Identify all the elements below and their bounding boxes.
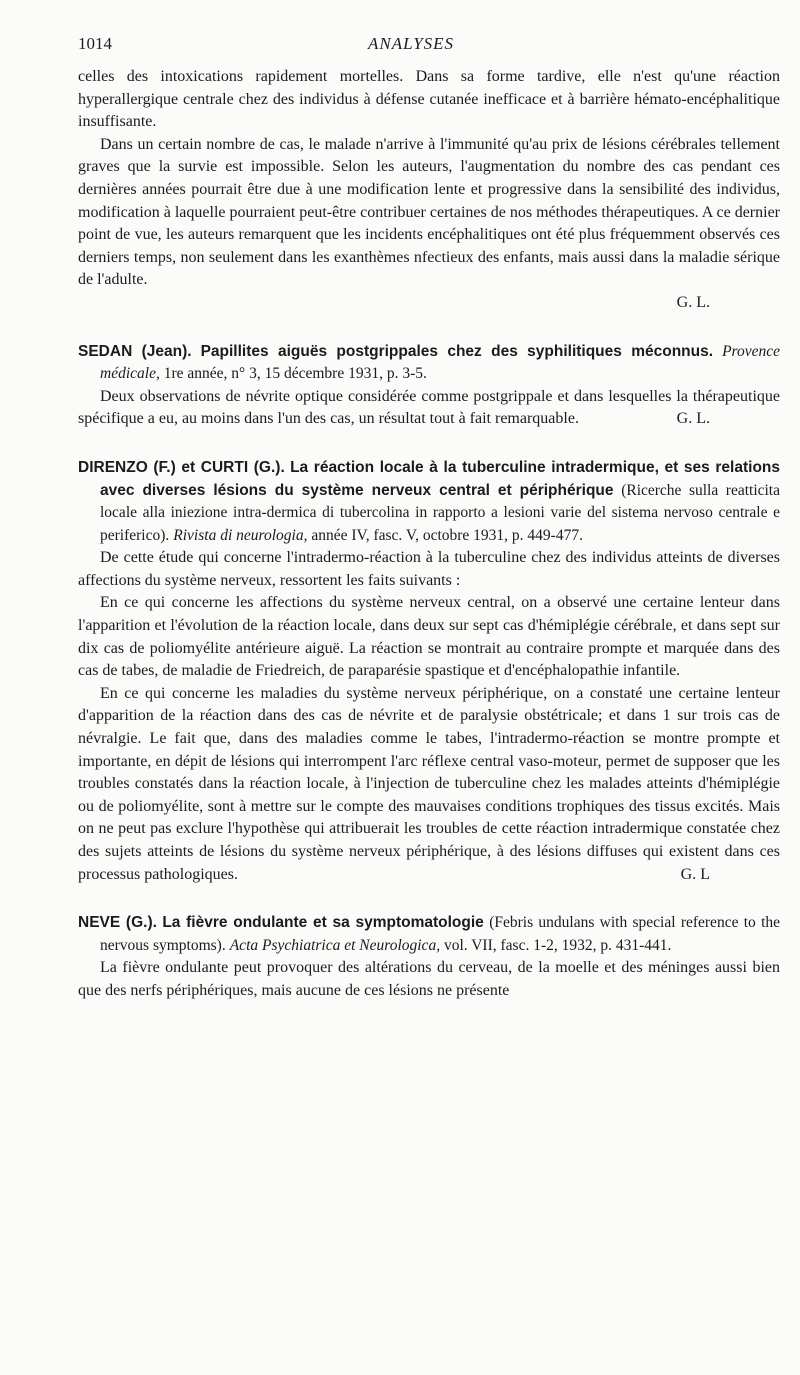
- source-details: année IV, fasc. V, octobre 1931, p. 449-477.: [311, 526, 583, 544]
- paragraph: celles des intoxications rapidement mortelles. Dans sa forme tardive, elle n'est qu'une réaction hyperallergique centrale chez des individus à défense cutanée inefficace et à barrière hémato-encéphalitique insuffisante.: [78, 68, 780, 131]
- paragraph-text: En ce qui concerne les maladies du système nerveux périphérique, on a constaté une certaine lenteur d'apparition de la réaction dans des cas de névrite et de paralysie obstétricale; et dans 1 sur trois cas de névralgie. Le fait que, dans des maladies comme le tabes, l'intradermo-réaction se montre prompte et importante, en dépit de lésions qui interrompent l'arc réflexe central vaso-moteur, permet de supposer que les troubles constatés dans la réaction locale, à l'injection de tuberculine chez les malades atteints d'hémiplégie ou de poliomyélite, sont à mettre sur le compte des mauvaises conditions trophiques des tissus excités. Mais on ne peut pas exclure l'hypothèse qui attribuerait les troubles de cette réaction intradermique constatée chez des sujets atteints de lésions du système nerveux périphérique, à des lésions diffuses qui existent dans ces processus pathologiques.: [78, 684, 780, 883]
- review-heading: [78, 341, 780, 386]
- review-reference: [173, 527, 583, 544]
- source-details: vol. VII, fasc. 1-2, 1932, p. 431-441.: [443, 936, 672, 954]
- paragraph: [78, 386, 780, 431]
- review-reference: [230, 937, 672, 954]
- paragraph: De cette étude qui concerne l'intradermo-réaction à la tuberculine chez des individus atteints de diverses affections du système nerveux, ressortent les faits suivants :: [78, 549, 780, 589]
- paragraph: Dans un certain nombre de cas, le malade n'arrive à l'immunité qu'au prix de lésions cérébrales tellement graves que la survie est impossible. Selon les auteurs, l'augmentation du nombre des cas pendant ces dernières années pourrait être due à une modification lente et progressive dans la sensibilité des individus, modification à laquelle pourraient peut-être contribuer certaines de nos méthodes thérapeutiques. A ce dernier point de vue, les auteurs remarquent que les incidents encéphalitiques ont été plus fréquemment observés ces derniers temps, non seulement dans les exanthèmes nfectieux des enfants, mais aussi dans la maladie sérique de l'adulte.: [78, 135, 780, 289]
- source-journal: Acta Psychiatrica et Neurologica,: [229, 936, 441, 954]
- source-details: 1re année, n° 3, 15 décembre 1931, p. 3-5.: [163, 365, 427, 383]
- review-sedan: [78, 341, 780, 431]
- review-title: La réaction locale à la tuberculine intradermique, et ses relations avec diverses lésions du système nerveux central et périphérique: [100, 458, 780, 499]
- review-direnzo-curti: [78, 457, 780, 886]
- reviewer-signature: G. L: [680, 865, 710, 883]
- review-author: SEDAN (Jean).: [78, 342, 192, 360]
- source-journal: Provence médicale,: [100, 342, 781, 383]
- review-source-note: (Febris undulans with special reference to the nervous symptoms).: [100, 914, 781, 954]
- reviewer-signature: G. L.: [676, 293, 710, 311]
- paragraph: La fièvre ondulante peut provoquer des altérations du cerveau, de la moelle et des méninges aussi bien que des nerfs périphériques, mais aucune de ces lésions ne présente: [78, 959, 780, 999]
- reviewer-signature: G. L.: [676, 410, 710, 428]
- source-journal: Rivista di neurologia,: [173, 526, 308, 544]
- page-number: 1014: [78, 34, 112, 53]
- review-title: Papillites aiguës postgrippales chez des syphilitiques méconnus.: [200, 342, 714, 360]
- review-author: NEVE (G.).: [78, 914, 157, 932]
- review-heading: [78, 457, 780, 547]
- article-body: [78, 66, 780, 1003]
- paragraph: [78, 683, 780, 886]
- running-head: [78, 34, 770, 56]
- running-title: ANALYSES: [368, 34, 455, 53]
- paragraph: En ce qui concerne les affections du système nerveux central, on a observé une certaine lenteur dans l'apparition et l'évolution de la réaction locale, dans deux sur sept cas d'hémiplégie cérébrale, et dans sept sur dix cas de poliomyélite antérieure aiguë. La réaction se montrait au contraire prompte et marquée dans des cas de tabes, de maladie de Friedreich, de paraparésie spastique et d'encéphalopathie infantile.: [78, 594, 780, 680]
- review-title: La fièvre ondulante et sa symptomatologie: [162, 914, 484, 932]
- review-heading: [78, 912, 780, 957]
- review-source-note: (Ricerche sulla reatticita locale alla iniezione intra-dermica di tubercolina in rapporto a lesioni varie del sistema nervoso centrale e periferico).: [100, 481, 780, 544]
- review-author: DIRENZO (F.) et CURTI (G.).: [78, 458, 285, 476]
- intro-continuation: [78, 66, 780, 315]
- review-neve: [78, 912, 780, 1002]
- paragraph-text: Deux observations de névrite optique considérée comme postgrippale et dans lesquelles la thérapeutique spécifique a eu, au moins dans l'un des cas, un résultat tout à fait remarquable.: [78, 387, 780, 428]
